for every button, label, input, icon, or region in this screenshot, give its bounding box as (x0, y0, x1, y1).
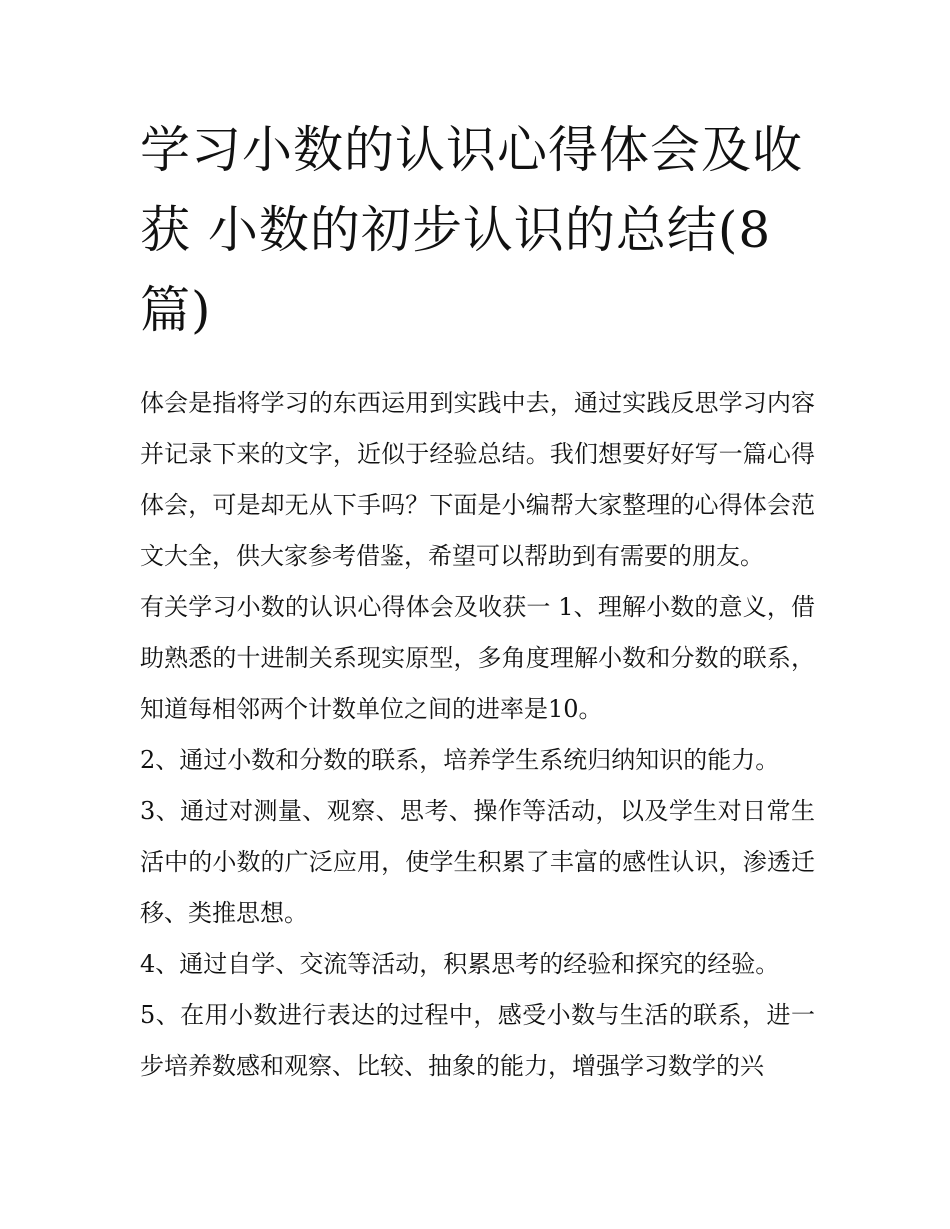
paragraph-item-1: 有关学习小数的认识心得体会及收获一 1、理解小数的意义，借助熟悉的十进制关系现实原型，多角度理解小数和分数的联系，知道每相邻两个计数单位之间的进率是10。 (140, 593, 815, 723)
paragraph-item-3: 3、通过对测量、观察、思考、操作等活动，以及学生对日常生活中的小数的广泛应用，使学生积累了丰富的感性认识，渗透迁移、类推思想。 (140, 797, 815, 927)
document-body (140, 378, 815, 1092)
document-page (140, 110, 815, 1092)
paragraph-intro: 体会是指将学习的东西运用到实践中去，通过实践反思学习内容并记录下来的文字，近似于经验总结。我们想要好好写一篇心得体会，可是却无从下手吗？下面是小编帮大家整理的心得体会范文大全，供大家参考借鉴，希望可以帮助到有需要的朋友。 (140, 389, 815, 570)
paragraph-item-4: 4、通过自学、交流等活动，积累思考的经验和探究的经验。 (140, 950, 780, 978)
paragraph-item-5: 5、在用小数进行表达的过程中，感受小数与生活的联系，进一步培养数感和观察、比较、抽象的能力，增强学习数学的兴 (140, 1001, 815, 1080)
paragraph-item-2: 2、通过小数和分数的联系，培养学生系统归纳知识的能力。 (140, 746, 780, 774)
document-title: 学习小数的认识心得体会及收获 小数的初步认识的总结(8篇) (140, 121, 803, 339)
